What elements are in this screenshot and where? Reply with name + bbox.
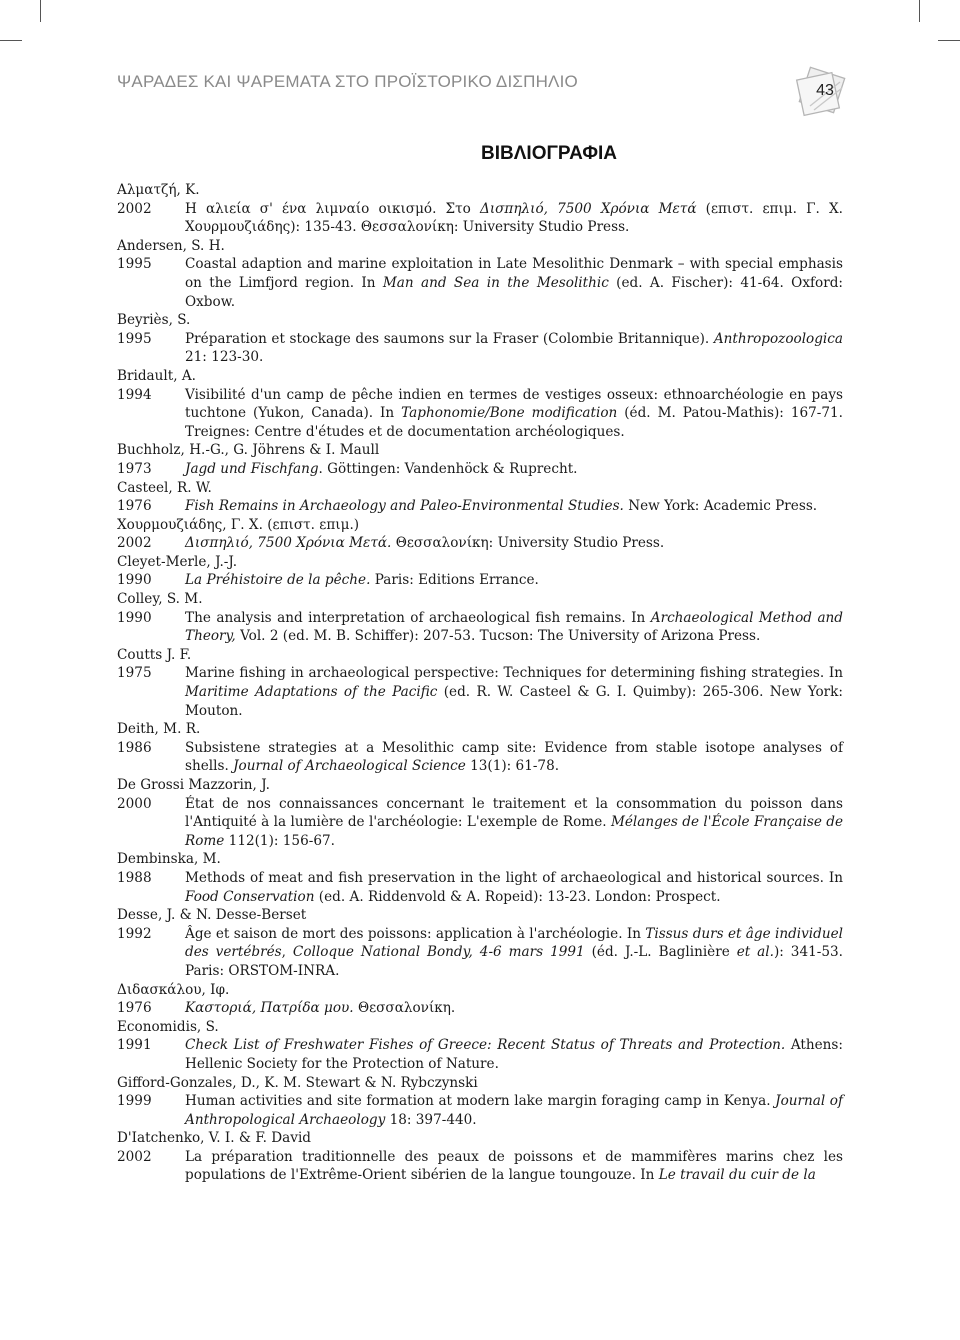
bibliography-author: Deith, M. R.: [117, 721, 201, 738]
bibliography-entry: [117, 869, 843, 906]
bibliography-year: 1995: [117, 256, 152, 273]
bibliography-year: 1992: [117, 925, 152, 942]
bibliography-author: Casteel, R. W.: [117, 479, 212, 496]
bibliography-author: Coutts J. F.: [117, 646, 192, 663]
bibliography-reference: Subsistene strategies at a Mesolithic camp site: Evidence from stable isotope analyses of shells. Journal of Archaeological Science 13(1): 61-78.: [185, 739, 843, 775]
bibliography-author: Dembinska, M.: [117, 851, 221, 868]
bibliography-entry: [117, 739, 843, 776]
bibliography-entry: [117, 460, 843, 479]
bibliography-year: 1990: [117, 609, 152, 626]
crop-mark-top-right: [919, 0, 920, 22]
bibliography-entry: [117, 1092, 843, 1129]
running-head-title: ΨΑΡΑΔΕΣ ΚΑΙ ΨΑΡΕΜΑΤΑ ΣΤΟ ΠΡΟΪΣΤΟΡΙΚΟ ΔΙΣΠΗΛΙΟ: [117, 72, 578, 91]
bibliography-year: 1986: [117, 739, 152, 756]
bibliography-entry: [117, 1036, 843, 1073]
bibliography-author: Buchholz, H.-G., G. Jöhrens & I. Maull: [117, 442, 380, 459]
bibliography-year: 1975: [117, 665, 152, 682]
bibliography-year: 2002: [117, 535, 152, 552]
bibliography-year: 1976: [117, 498, 152, 515]
bibliography-reference: Η αλιεία σ' ένα λιμναίο οικισμό. Στο Δισπηλιό, 7500 Χρόνια Μετά (επιστ. επιμ. Γ. Χ. Χουρμουζιάδης): 135-43. Θεσσαλονίκη: University Studio Press.: [185, 200, 843, 236]
bibliography-entry: [117, 330, 843, 367]
bibliography-author: Andersen, S. H.: [117, 237, 225, 254]
bibliography-reference: Jagd und Fischfang. Göttingen: Vandenhöck & Ruprecht.: [185, 460, 578, 477]
bibliography-reference: Coastal adaption and marine exploitation in Late Mesolithic Denmark – with special emphasis on the Limfjord region. In Man and Sea in the Mesolithic (ed. A. Fischer): 41-64. Oxford: Oxbow.: [185, 256, 843, 310]
crop-mark-right-horizontal: [938, 40, 960, 41]
bibliography-reference: Fish Remains in Archaeology and Paleo-Environmental Studies. New York: Academic Press.: [185, 498, 818, 515]
bibliography-entry: [117, 571, 843, 590]
bibliography-entry: [117, 497, 843, 516]
bibliography-entry: [117, 795, 843, 851]
bibliography-entry: [117, 255, 843, 311]
bibliography-year: 1988: [117, 869, 152, 886]
bibliography-author: Beyriès, S.: [117, 312, 191, 329]
bibliography-reference: Âge et saison de mort des poissons: application à l'archéologie. In Tissus durs et âge individuel des vertébrés, Colloque National Bondy, 4-6 mars 1991 (éd. J.-L. Baglinière et al.): 341-53. Paris: ORSTOM-INRA.: [185, 925, 844, 979]
bibliography-reference: La Préhistoire de la pêche. Paris: Editions Errance.: [185, 572, 539, 589]
bibliography-list: [117, 181, 843, 1185]
bibliography-entry: [117, 609, 843, 646]
bibliography-reference: Καστοριά, Πατρίδα μου. Θεσσαλονίκη.: [185, 1000, 456, 1017]
bibliography-author: Cleyet-Merle, J.-J.: [117, 553, 238, 570]
page-number: 43: [816, 82, 834, 99]
bibliography-entry: [117, 386, 843, 442]
bibliography-author: Bridault, A.: [117, 367, 196, 384]
bibliography-year: 2002: [117, 200, 152, 217]
bibliography-year: 1990: [117, 572, 152, 589]
bibliography-year: 2000: [117, 795, 152, 812]
bibliography-year: 1995: [117, 330, 152, 347]
crop-mark-top-left: [40, 0, 41, 22]
bibliography-author: Desse, J. & N. Desse-Berset: [117, 907, 307, 924]
bibliography-year: 1976: [117, 1000, 152, 1017]
bibliography-author: Colley, S. M.: [117, 591, 203, 608]
bibliography-year: 1973: [117, 460, 152, 477]
bibliography-reference: Marine fishing in archaeological perspective: Techniques for determining fishing strategies. In Maritime Adaptations of the Pacific (ed. R. W. Casteel & G. I. Quimby): 265-306. New York: Mouton.: [185, 665, 843, 719]
bibliography-reference: Préparation et stockage des saumons sur la Fraser (Colombie Britannique). Anthropozoologica 21: 123-30.: [185, 330, 843, 366]
bibliography-entry: [117, 200, 843, 237]
bibliography-author: Economidis, S.: [117, 1018, 219, 1035]
page-number-badge: [790, 62, 850, 122]
bibliography-reference: Check List of Freshwater Fishes of Greece: Recent Status of Threats and Protection. Athens: Hellenic Society for the Protection of Nature.: [185, 1037, 843, 1072]
bibliography-reference: Human activities and site formation at modern lake margin foraging camp in Kenya. Journal of Anthropological Archaeology 18: 397-440.: [185, 1093, 844, 1128]
bibliography-year: 1999: [117, 1093, 152, 1110]
bibliography-author: Gifford-Gonzales, D., K. M. Stewart & N. Rybczynski: [117, 1074, 478, 1091]
crop-mark-left-horizontal: [0, 40, 22, 41]
bibliography-author: De Grossi Mazzorin, J.: [117, 777, 270, 793]
bibliography-year: 2002: [117, 1148, 152, 1165]
bibliography-year: 1994: [117, 386, 152, 403]
section-title: ΒΙΒΛΙΟΓΡΑΦΙΑ: [481, 143, 617, 164]
bibliography-reference: La préparation traditionnelle des peaux de poissons et de mammifères marins chez les populations de l'Extrême-Orient sibérien de la langue toungouze. In Le travail du cuir de la: [185, 1148, 843, 1184]
bibliography-reference: Methods of meat and fish preservation in the light of archaeological and historical sources. In Food Conservation (ed. A. Riddenvold & A. Ropeid): 13-23. London: Prospect.: [185, 869, 843, 905]
bibliography-reference: Visibilité d'un camp de pêche indien en termes de vestiges osseux: ethnoarchéologie en pays tuchtone (Yukon, Canada). In Taphonomie/Bone modification (éd. M. Patou-Mathis): 167-71. Treignes: Centre d'études et de documentation archéologiques.: [185, 386, 843, 440]
bibliography-entry: [117, 534, 843, 553]
bibliography-author: Αλματζή, Κ.: [117, 182, 200, 198]
bibliography-entry: [117, 664, 843, 720]
bibliography-author: D'Iatchenko, V. I. & F. David: [117, 1130, 312, 1147]
bibliography-entry: [117, 999, 843, 1018]
bibliography-author: Διδασκάλου, Ιφ.: [117, 981, 230, 998]
bibliography-entry: [117, 1148, 843, 1185]
bibliography-year: 1991: [117, 1037, 152, 1054]
bibliography-reference: Δισπηλιό, 7500 Χρόνια Μετά. Θεσσαλονίκη: University Studio Press.: [185, 535, 665, 552]
bibliography-reference: État de nos connaissances concernant le traitement et la consommation du poisson dans l'Antiquité à la lumière de l'archéologie: L'exemple de Rome. Mélanges de l'École Française de Rome 112(1): 156-67.: [185, 795, 843, 849]
bibliography-entry: [117, 925, 843, 981]
bibliography-reference: The analysis and interpretation of archaeological fish remains. In Archaeological Method and Theory, Vol. 2 (ed. M. B. Schiffer): 207-53. Tucson: The University of Arizona Press.: [185, 609, 844, 645]
bibliography-author: Χουρμουζιάδης, Γ. Χ. (επιστ. επιμ.): [117, 516, 360, 533]
